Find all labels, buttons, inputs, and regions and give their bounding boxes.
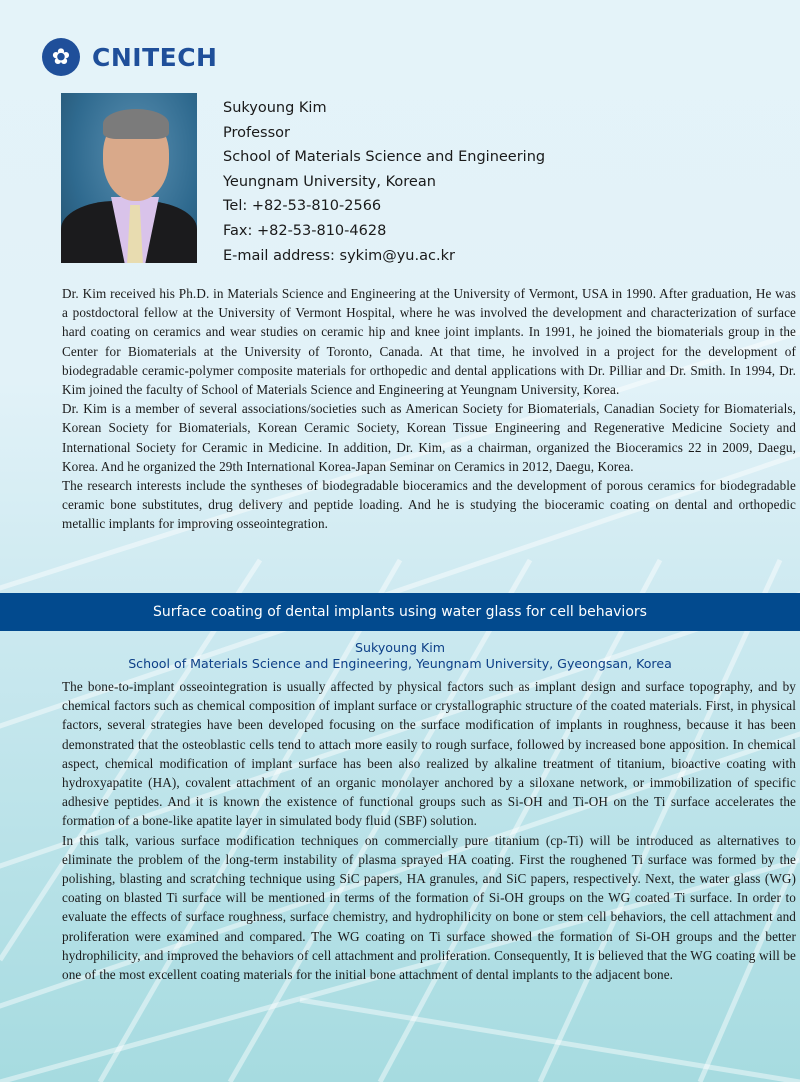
bio-paragraph: Dr. Kim received his Ph.D. in Materials Science and Engineering at the University of Vermont, USA in 1990. After graduation, He was a postdoctoral fellow at the University of Vermont Hospital, where he was involved the development and characterization of surface hard coating on ceramics and wear studies on ceramic hip and knee joint implants. In 1991, he joined the biomaterials group in the Center for Biomaterials at the University of Toronto, Canada. At that time, he involved in a project for the development of biodegradable ceramic-polymer composite materials for orthopedic and dental applications with Dr. Pilliar and Dr. Smith. In 1994, Dr. Kim joined the faculty of School of Materials Science and Engineering at Yeungnam University, Korea. xyxy=(62,286,796,398)
abstract-paragraph: In this talk, various surface modification techniques on commercially pure titanium (cp-Ti) will be introduced as alternatives to eliminate the problem of the long-term instability of plasma sprayed HA coating. First the roughened Ti surface was formed by the polishing, blasting and scratching technique using SiC papers, HA granules, and SiC papers, respectively. Next, the water glass (WG) coating on blasted Ti surface will be mentioned in terms of the formation of Si-OH groups on the WG coated Ti surface. In order to evaluate the effects of surface roughness, surface chemistry, and hydrophilicity on bone or stem cell behaviors, the cell attachment and proliferation were examined and compared. The WG coating on Ti surface showed the formation of Si-OH groups and the better hydrophilicity, and improved the behaviors of cell attachment and proliferation. Consequently, It is believed that the WG coating will be one of the most excellent coating materials for the initial bone attachment of dental implants to the adjacent bone. xyxy=(62,832,796,983)
profile-info xyxy=(223,96,545,268)
profile-title: Professor xyxy=(223,124,290,141)
logo-text: CNITECH xyxy=(92,42,218,72)
institution-emblem-icon xyxy=(42,38,80,76)
talk-author: Sukyoung Kim xyxy=(355,640,445,655)
talk-author-block xyxy=(0,640,800,672)
logo xyxy=(42,38,217,76)
profile-department: School of Materials Science and Engineering xyxy=(223,149,546,166)
profile-name: Sukyoung Kim xyxy=(223,100,327,116)
biography xyxy=(62,284,796,534)
profile-fax: Fax: +82-53-810-4628 xyxy=(223,222,387,239)
profile-university: Yeungnam University, Korean xyxy=(223,173,436,190)
talk-affiliation: School of Materials Science and Engineering, Yeungnam University, Gyeongsan, Korea xyxy=(128,656,672,671)
talk-title-banner: Surface coating of dental implants using water glass for cell behaviors xyxy=(0,593,800,631)
portrait-photo xyxy=(61,93,197,263)
bio-paragraph: Dr. Kim is a member of several associations/societies such as American Society for Biomaterials, Canadian Society for Biomaterials, Korean Society for Biomaterials, Korean Ceramic Society, Korean Tissue Engineering and Regenerative Medicine Society and International Society for Ceramic in Medicine. In addition, Dr. Kim, as a chairman, organized the Bioceramics 22 in 2009, Daegu, Korea. And he organized the 29th International Korea-Japan Seminar on Ceramics in 2012, Daegu, Korea. xyxy=(62,401,796,474)
talk-abstract xyxy=(62,677,796,984)
profile-email: E-mail address: sykim@yu.ac.kr xyxy=(223,247,455,264)
bio-paragraph: The research interests include the syntheses of biodegradable bioceramics and the development of porous ceramics for biodegradable ceramic bone substitutes, drug delivery and peptide loading. And he is studying the bioceramic coating on dental and orthopedic metallic implants for improving osseointegration. xyxy=(62,478,796,532)
profile-tel: Tel: +82-53-810-2566 xyxy=(223,198,382,215)
abstract-paragraph: The bone-to-implant osseointegration is usually affected by physical factors such as implant design and surface topography, and by chemical factors such as chemical composition of implant surface or crystallographic structure of the coated materials. First, in physical factors, several strategies have been developed focusing on the surface modification of implants in roughness, because it has been demonstrated that the osteoblastic cells tend to attach more easily to rough surface, followed by increased bone apposition. In chemical aspect, chemical modification of implant surface has been also realized by alkaline treatment of titanium, bioactive coating with hydroxyapatite (HA), covalent attachment of an organic monolayer anchored by a siloxane network, or immobilization of specific adhesive peptides. And it is known the existence of functional groups such as Si-OH and Ti-OH on the Ti surface accelerates the formation of a bone-like apatite layer in simulated body fluid (SBF) solution. xyxy=(62,679,796,829)
